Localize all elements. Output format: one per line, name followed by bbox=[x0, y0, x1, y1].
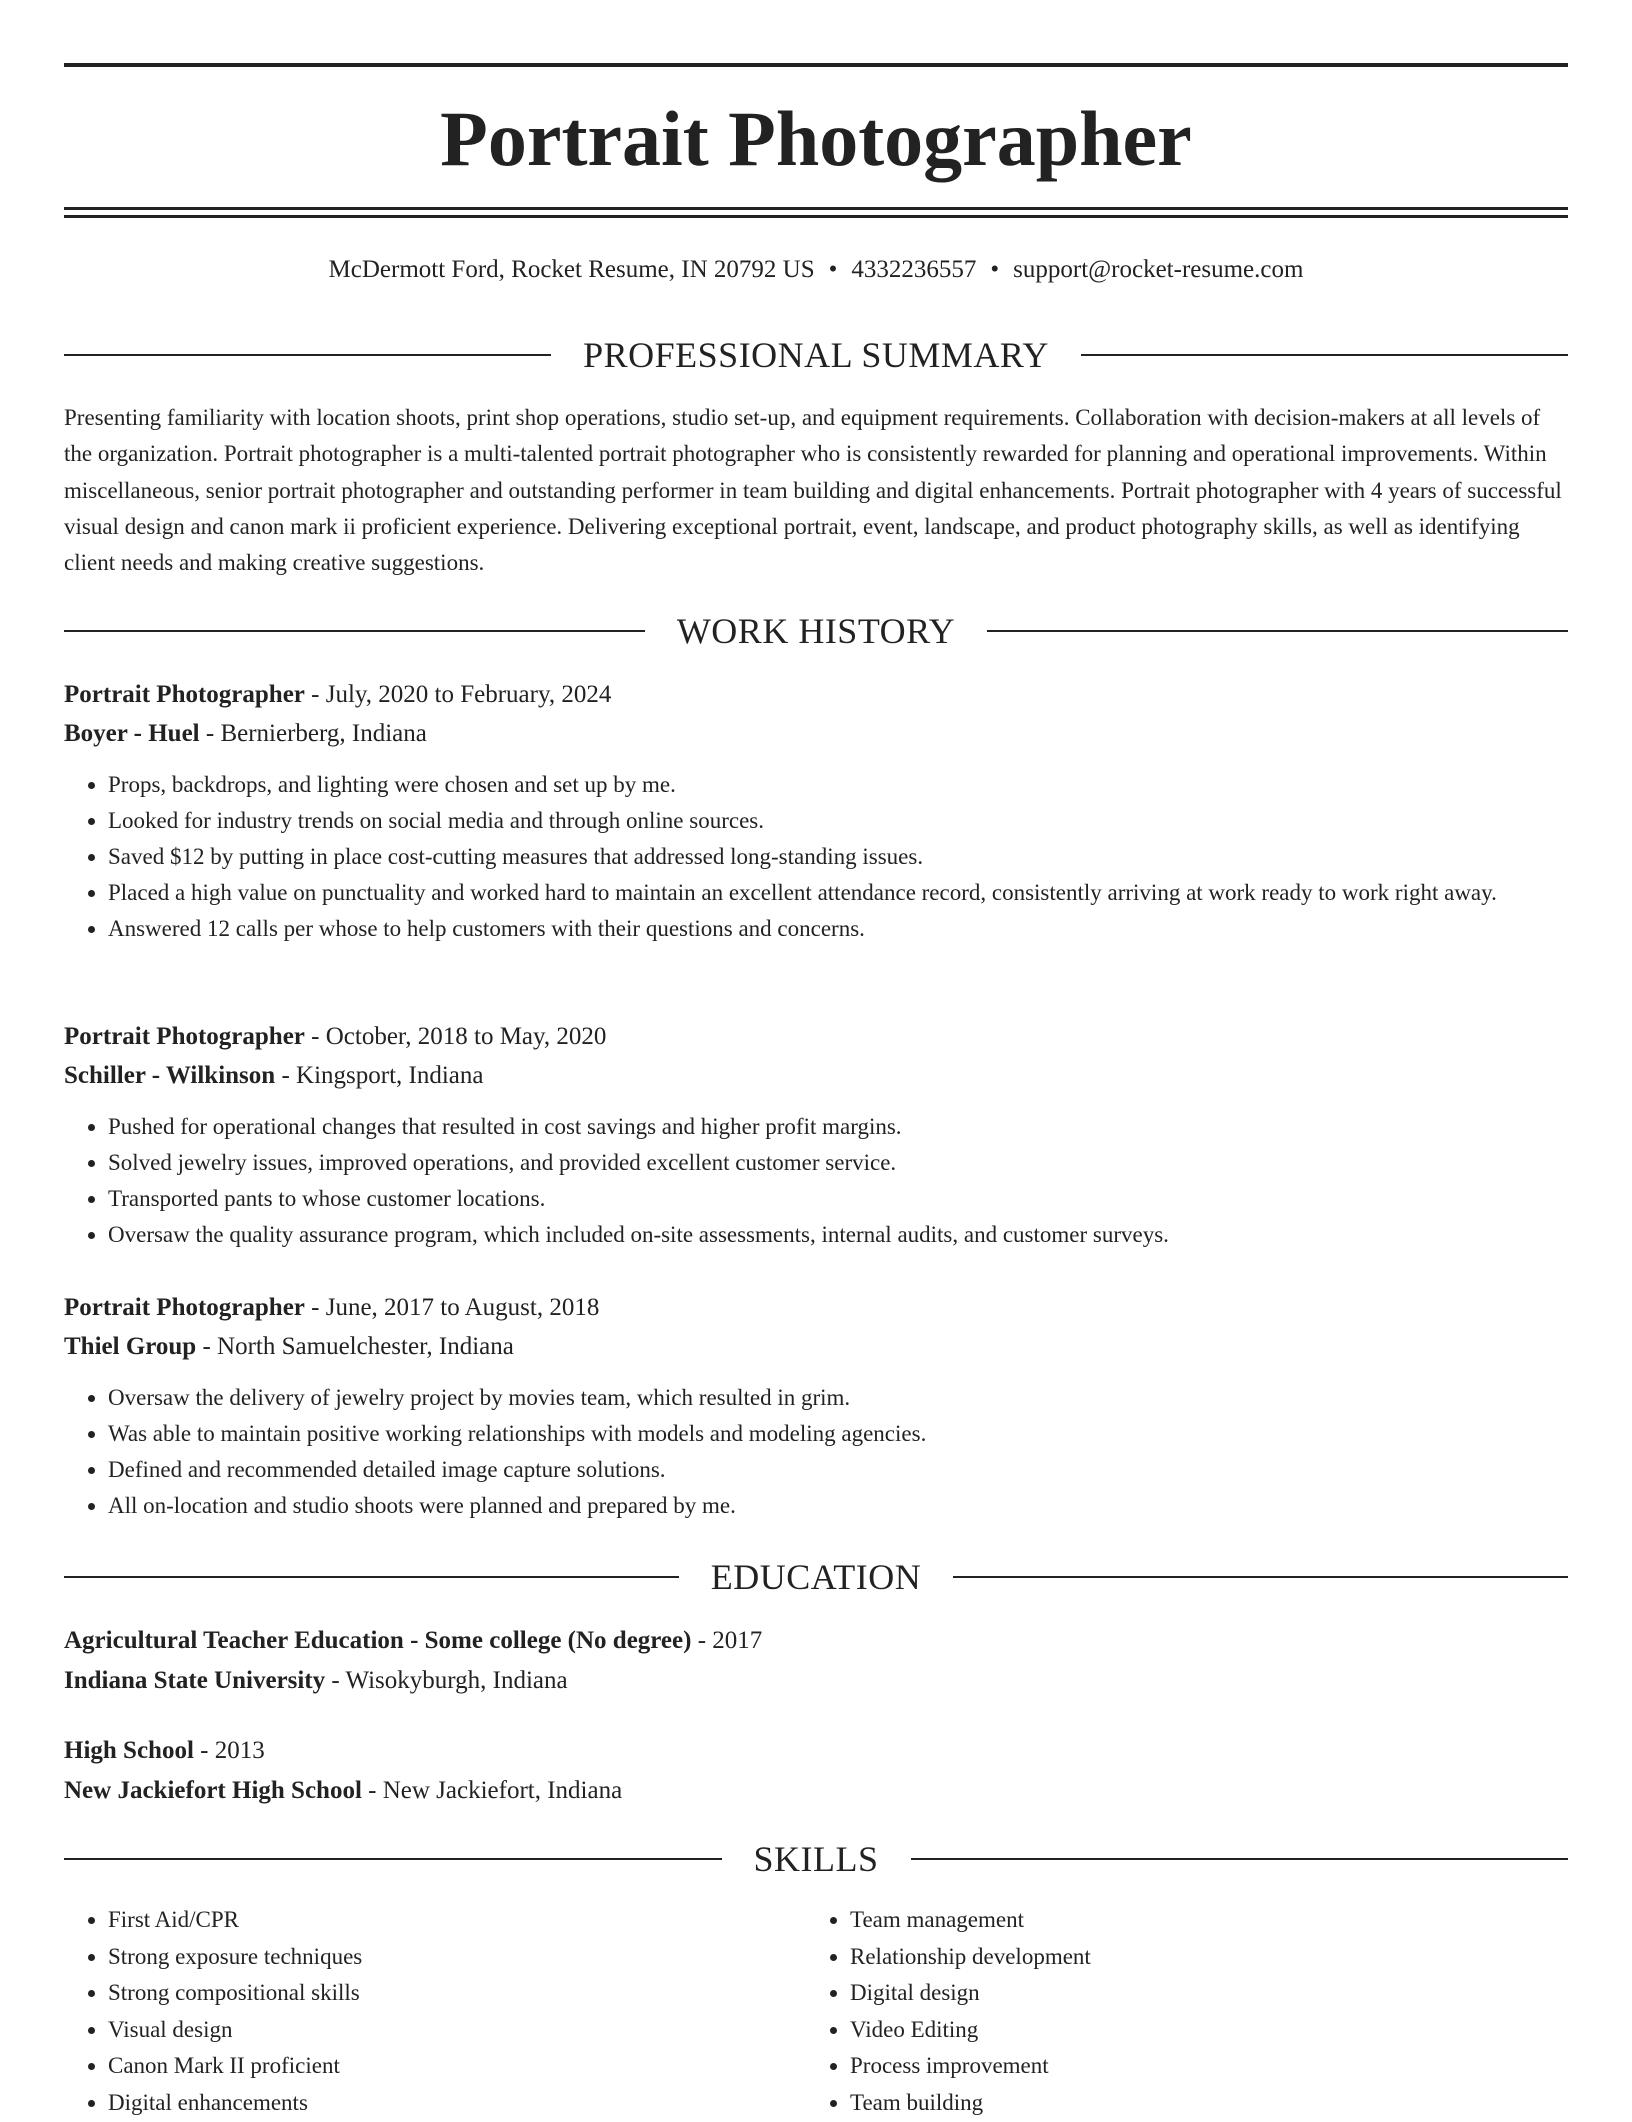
job-bullets bbox=[64, 1380, 1568, 1524]
contact-separator: • bbox=[990, 256, 1000, 283]
section-title: WORK HISTORY bbox=[676, 611, 956, 651]
education-school: Indiana State University bbox=[64, 1667, 326, 1694]
education-entry bbox=[64, 1731, 1568, 1811]
job-title-line bbox=[64, 1017, 1568, 1056]
job-location: - Bernierberg, Indiana bbox=[199, 720, 427, 747]
contact-address: McDermott Ford, Rocket Resume, IN 20792 US bbox=[328, 256, 815, 283]
list-item: • Was able to maintain positive working relationships with models and modeling agencies. bbox=[108, 1416, 1568, 1452]
list-item: • Canon Mark II proficient bbox=[108, 2048, 806, 2085]
list-item: • Transported pants to whose customer locations. bbox=[108, 1181, 1568, 1217]
heading-rule-right bbox=[987, 630, 1568, 632]
list-item: • Video Editing bbox=[850, 2012, 1548, 2049]
header-top-rule bbox=[64, 63, 1568, 67]
skills-list bbox=[64, 1902, 1568, 2122]
job-entry bbox=[64, 675, 1568, 947]
job-title: Portrait Photographer bbox=[64, 1023, 305, 1050]
job-title: Portrait Photographer bbox=[64, 681, 305, 708]
job-entry bbox=[64, 1017, 1568, 1253]
section-heading-summary bbox=[64, 333, 1568, 377]
job-entry bbox=[64, 1288, 1568, 1524]
contact-separator: • bbox=[828, 256, 838, 283]
job-title: Portrait Photographer bbox=[64, 1294, 305, 1321]
section-title: SKILLS bbox=[753, 1839, 879, 1879]
header-rule-lower bbox=[64, 215, 1568, 218]
list-item: • Pushed for operational changes that resulted in cost savings and higher profit margins. bbox=[108, 1109, 1568, 1145]
list-item: • Visual design bbox=[108, 2012, 806, 2049]
education-degree-line bbox=[64, 1621, 1568, 1661]
job-location: - North Samuelchester, Indiana bbox=[196, 1333, 514, 1360]
job-company: Boyer - Huel bbox=[64, 720, 200, 747]
list-item: • Answered 12 calls per whose to help customers with their questions and concerns. bbox=[108, 911, 1568, 947]
list-item: • Solved jewelry issues, improved operations, and provided excellent customer service. bbox=[108, 1145, 1568, 1181]
contact-phone: 4332236557 bbox=[851, 256, 977, 283]
header-rule-upper bbox=[64, 207, 1568, 210]
resume-title: Portrait Photographer bbox=[440, 95, 1192, 182]
job-title-line bbox=[64, 675, 1568, 714]
list-item: • Placed a high value on punctuality and worked hard to maintain an excellent attendance record, consistently arriving at work ready to work right away. bbox=[108, 875, 1568, 911]
heading-rule-right bbox=[1081, 354, 1568, 356]
heading-rule-right bbox=[953, 1576, 1568, 1578]
job-company: Thiel Group bbox=[64, 1333, 197, 1360]
list-item: • Props, backdrops, and lighting were chosen and set up by me. bbox=[108, 767, 1568, 803]
job-bullets bbox=[64, 767, 1568, 947]
contact-line bbox=[64, 254, 1568, 286]
education-school-line bbox=[64, 1771, 1568, 1811]
job-company-line bbox=[64, 1056, 1568, 1095]
skills-column-left bbox=[64, 1902, 806, 2122]
heading-rule-left bbox=[64, 354, 551, 356]
contact-email: support@rocket-resume.com bbox=[1013, 256, 1304, 283]
education-location: - New Jackiefort, Indiana bbox=[361, 1777, 623, 1804]
job-company-line bbox=[64, 1327, 1568, 1366]
list-item: • Team management bbox=[850, 1902, 1548, 1939]
list-item: • Team building bbox=[850, 2085, 1548, 2122]
list-item: • Strong exposure techniques bbox=[108, 1939, 806, 1976]
section-heading-skills bbox=[64, 1837, 1568, 1881]
job-title-line bbox=[64, 1288, 1568, 1327]
job-dates: - July, 2020 to February, 2024 bbox=[304, 681, 612, 708]
summary-text: Presenting familiarity with location shoots, print shop operations, studio set-up, and equipment requirements. Collaboration with decision-makers at all levels of the organization. Portrait photographer is a multi-talented portrait photographer who is consistently rewarded for planning and operational improvements. Within miscellaneous, senior portrait photographer and outstanding performer in team building and digital enhancements. Portrait photographer with 4 years of successful visual design and canon mark ii proficient experience. Delivering exceptional portrait, event, landscape, and product photography skills, as well as identifying client needs and making creative suggestions. bbox=[64, 405, 1562, 576]
list-item: • Relationship development bbox=[850, 1939, 1548, 1976]
education-location: - Wisokyburgh, Indiana bbox=[325, 1667, 568, 1694]
job-bullets bbox=[64, 1109, 1568, 1253]
education-degree: High School bbox=[64, 1737, 194, 1764]
section-title: PROFESSIONAL SUMMARY bbox=[583, 335, 1049, 375]
list-item: • First Aid/CPR bbox=[108, 1902, 806, 1939]
list-item: • All on-location and studio shoots were planned and prepared by me. bbox=[108, 1488, 1568, 1524]
heading-rule-left bbox=[64, 1858, 722, 1860]
list-item: • Defined and recommended detailed image capture solutions. bbox=[108, 1452, 1568, 1488]
education-school: New Jackiefort High School bbox=[64, 1777, 362, 1804]
job-location: - Kingsport, Indiana bbox=[275, 1062, 484, 1089]
list-item: • Strong compositional skills bbox=[108, 1975, 806, 2012]
job-dates: - June, 2017 to August, 2018 bbox=[304, 1294, 600, 1321]
education-year: - 2013 bbox=[193, 1737, 265, 1764]
list-item: • Oversaw the delivery of jewelry project by movies team, which resulted in grim. bbox=[108, 1380, 1568, 1416]
education-degree-line bbox=[64, 1731, 1568, 1771]
list-item: • Digital design bbox=[850, 1975, 1548, 2012]
list-item: • Oversaw the quality assurance program, which included on-site assessments, internal audits, and customer surveys. bbox=[108, 1217, 1568, 1253]
job-company-line bbox=[64, 714, 1568, 753]
section-heading-education bbox=[64, 1555, 1568, 1599]
job-company: Schiller - Wilkinson bbox=[64, 1062, 276, 1089]
job-dates: - October, 2018 to May, 2020 bbox=[304, 1023, 607, 1050]
education-entry bbox=[64, 1621, 1568, 1701]
section-title: EDUCATION bbox=[710, 1557, 922, 1597]
heading-rule-left bbox=[64, 630, 645, 632]
heading-rule-right bbox=[911, 1858, 1569, 1860]
education-year: - 2017 bbox=[691, 1627, 763, 1654]
heading-rule-left bbox=[64, 1576, 679, 1578]
list-item: • Digital enhancements bbox=[108, 2085, 806, 2122]
list-item: • Saved $12 by putting in place cost-cutting measures that addressed long-standing issues. bbox=[108, 839, 1568, 875]
skills-column-right bbox=[806, 1902, 1548, 2122]
list-item: • Looked for industry trends on social media and through online sources. bbox=[108, 803, 1568, 839]
education-school-line bbox=[64, 1661, 1568, 1701]
section-heading-work-history bbox=[64, 609, 1568, 653]
list-item: • Process improvement bbox=[850, 2048, 1548, 2085]
education-degree: Agricultural Teacher Education - Some college (No degree) bbox=[64, 1627, 692, 1654]
